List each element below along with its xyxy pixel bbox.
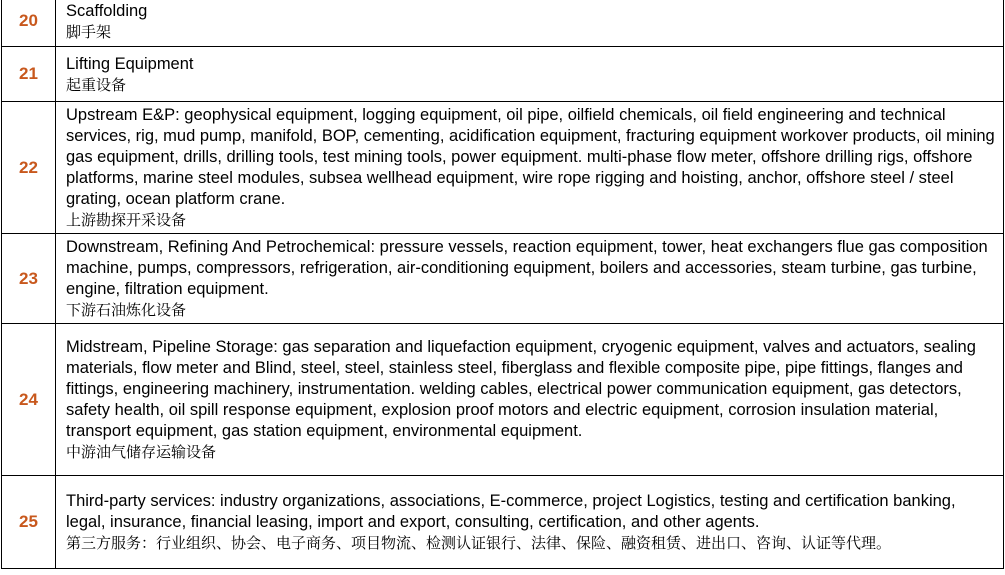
table-row — [2, 324, 1004, 476]
description-en: Upstream E&P: geophysical equipment, logging equipment, oil pipe, oilfield chemicals, oil field engineering and technical services, rig, mud pump, manifold, BOP, cementing, acidification equipment, fracturing equipment workover products, oil mining gas equipment, drills, drilling tools, test mining tools, power equipment. multi-phase flow meter, offshore drilling rigs, offshore platforms, marine steel modules, subsea wellhead equipment, wire rope rigging and hoisting, anchor, offshore steel / steel grating, ocean platform crane. — [66, 106, 995, 208]
description-zh: 起重设备 — [66, 76, 127, 94]
table-row — [2, 234, 1004, 324]
row-number: 21 — [2, 47, 56, 102]
row-description — [56, 476, 1004, 569]
description-en: Lifting Equipment — [66, 54, 194, 73]
description-en: Third-party services: industry organizations, associations, E-commerce, project Logistics, testing and certification banking, legal, insurance, financial leasing, import and export, consulting, certification, and other agents. — [66, 492, 956, 531]
description-zh: 上游勘探开采设备 — [66, 212, 187, 229]
row-description — [56, 102, 1004, 234]
row-number: 25 — [2, 476, 56, 569]
row-description — [56, 0, 1004, 47]
description-zh: 中游油气储存运输设备 — [66, 444, 217, 461]
exhibit-category-table — [1, 0, 1004, 569]
table-row — [2, 47, 1004, 102]
description-zh: 脚手架 — [66, 23, 112, 41]
description-en: Downstream, Refining And Petrochemical: pressure vessels, reaction equipment, tower, heat exchangers flue gas composition machine, pumps, compressors, refrigeration, air-conditioning equipment, boilers and accessories, steam turbine, gas turbine, engine, filtration equipment. — [66, 238, 988, 298]
description-en: Scaffolding — [66, 1, 148, 20]
row-number: 22 — [2, 102, 56, 234]
description-zh: 第三方服务：行业组织、协会、电子商务、项目物流、检测认证银行、法律、保险、融资租赁、进出口、咨询、认证等代理。 — [66, 535, 892, 552]
description-zh: 下游石油炼化设备 — [66, 302, 187, 319]
row-description — [56, 324, 1004, 476]
table-row — [2, 102, 1004, 234]
row-description — [56, 47, 1004, 102]
row-number: 24 — [2, 324, 56, 476]
description-en: Midstream, Pipeline Storage: gas separation and liquefaction equipment, cryogenic equipment, valves and actuators, sealing materials, flow meter and Blind, steel, steel, stainless steel, fiberglass and flexible composite pipe, pipe fittings, flanges and fittings, engineering machinery, instrumentation. welding cables, electrical power communication equipment, gas detectors, safety health, oil spill response equipment, explosion proof motors and electric equipment, corrosion insulation material, transport equipment, gas station equipment, environmental equipment. — [66, 338, 976, 440]
table-row — [2, 476, 1004, 569]
row-number: 20 — [2, 0, 56, 47]
row-number: 23 — [2, 234, 56, 324]
row-description — [56, 234, 1004, 324]
table-row — [2, 0, 1004, 47]
